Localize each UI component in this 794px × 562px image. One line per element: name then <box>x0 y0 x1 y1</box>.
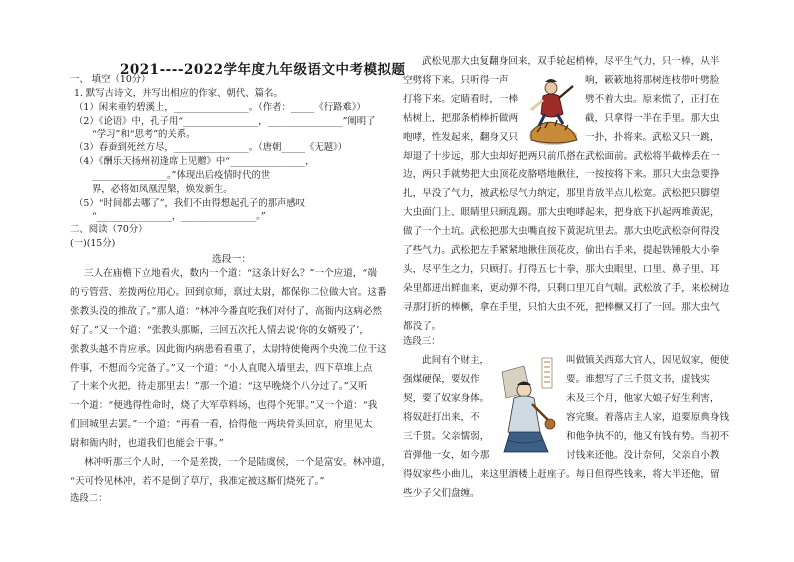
passage2-side-line: 一扑，扑将来。武松又只一跳， <box>585 131 720 143</box>
fill-item-4: （4）《酬乐天扬州初逢席上见赠》中“________________， <box>74 156 315 167</box>
passage3-line: 要。谁想写了三千贯文书，虚钱实 <box>566 373 710 385</box>
fill-item-4-cont: ________________。”体现出后疫情时代的世 <box>92 170 271 181</box>
passage1-line: 张教头越不肯应承。因此衙内病患看看重了，太尉特使俺两个央浼二位干这 <box>70 343 387 355</box>
passage2-line: 武松见那大虫复翻身回来，双手轮起梢棒，尽平生气力，只一棒，从半 <box>422 56 720 67</box>
question1-intro: 1. 默写古诗文，并写出相应的作家、朝代、篇名。 <box>74 88 283 99</box>
passage1-line: 好了。”又一个道：“张教头那厮，三回五次托人情去说‘你的女婿殁了’， <box>70 324 369 336</box>
passage3-line: 叫做镇关西郑大官人，因见奴家，便使 <box>566 355 730 366</box>
passage2-line: 咆哮，性发起来，翻身又只 <box>403 131 519 143</box>
passage2-line: 空劈将下来。只听得一声 <box>403 74 509 86</box>
passage1-line: 们回城里去罢。”一个道：“再看一看，拾得他一两块骨头回京，府里见太 <box>70 419 373 431</box>
passage3-line: 得奴家些小曲儿，来这里酒楼上赶座子。每日但得些钱来，将大半还他，留 <box>403 469 720 480</box>
passage2-line: 大虫面门上、眼睛里只顾乱踢。那大虫咆哮起来，把身底下扒起两堆黄泥， <box>403 207 720 219</box>
passage2-line: 做了一个土坑。武松把那大虫嘴直按下黄泥坑里去。那大虫吃武松奈何得没 <box>403 226 720 238</box>
passage3-bottom <box>403 466 720 504</box>
passage1-line: 三人在庙檐下立地看火，数内一个道：“这条计好么？”一个应道，“端 <box>84 268 377 279</box>
passage3-line: 容完聚。着落店主人家，追要原典身钱 <box>566 411 730 423</box>
passage1-line: 件事，不想而今完备了。”又一个道：“小人直爬入墙里去，四下草堆上点 <box>70 362 373 374</box>
passage2-line: 寻那打折的棒橛，拿在手里，只怕大虫不死，把棒橛又打了一回。那大虫气 <box>403 301 720 313</box>
passage3-line: 强煤硬保，要奴作 <box>403 373 480 385</box>
passage3-line: 未及三个月，他家大娘子好生利害， <box>566 392 720 404</box>
passage3-left <box>403 352 489 465</box>
passage2-line: 枯树上，把那条梢棒折做两 <box>403 112 519 124</box>
passage2-side-line: 劈不着大虫。原来慌了，正打在 <box>585 93 720 105</box>
passage2-line: 扎，早没了气力，被武松尽气力纳定，那里肯放半点儿松宽。武松把只脚望 <box>403 188 720 200</box>
passage1-line: “天可怜见林冲，若不是倒了草厅，我准定被这厮们烧死了。” <box>70 475 325 487</box>
wusong-tiger-illustration <box>525 74 581 148</box>
passage2-label: 选段二： <box>70 493 108 504</box>
passage1-line: 林冲听那三个人时，一个是差拨，一个是陆虞侯，一个是富安。林冲道， <box>84 457 391 469</box>
passage2-line: 打将下来。定睛看时，一棒 <box>403 93 519 105</box>
passage2-line: 都没了。 <box>403 320 442 332</box>
passage1-line: 张教头没的推故了。”那人道：“林冲今番直吃我们对付了，高衙内这病必然 <box>70 305 383 317</box>
section2-heading: 二、阅读（70分） <box>70 224 148 235</box>
fill-item-3: （3）春蚕到死丝方尽，________________。（唐朝_____《无题》） <box>74 142 348 153</box>
passage2-line: 朵里都迸出鲜血来，更动弹不得，只剩口里兀自气喘。武松放了手，来松树边 <box>403 282 730 294</box>
passage2-line: 边，两只手就势把大虫顶花皮胳嗒地揪住，一按按将下来。那只大虫急要挣 <box>403 169 720 181</box>
passage3-line: 和他争执不的，他又有钱有势。当初不 <box>566 430 730 442</box>
passage3-line: 此间有个财主， <box>422 355 490 366</box>
passage3-right <box>566 352 729 465</box>
fill-item-2-cont: “学习”和“思考”的关系。 <box>92 129 196 140</box>
singer-illustration <box>494 352 562 460</box>
passage3-line: 首弹他一女，如今那 <box>403 449 490 461</box>
passage1-line: 了十来个火把，待走那里去！”那一个道：“这早晚烧个八分过了。”又听 <box>70 381 368 393</box>
passage3-line: 契，要了奴家身体。 <box>403 392 490 404</box>
passage1-line: 尉和衙内时，也道我们也能会干事。” <box>70 438 224 450</box>
passage1-line: 的亏管营、差拨两位用心。回到京师，禀过太尉，都保你二位做大官。这番 <box>70 286 387 298</box>
fill-item-2: （2）《论语》中，孔子用“________________，________________”阐明了 <box>74 116 376 127</box>
section1-heading: 一、 填空（10分） <box>70 74 151 85</box>
passage2-line: 却退了十步远，那大虫却好把两只前爪搭在武松面前。武松将半截棒丢在一 <box>403 150 720 162</box>
page-title: 2021----2022学年度九年级语文中考模拟题 <box>120 62 406 78</box>
subsection-heading: (一)(15分) <box>70 238 116 249</box>
passage1-body <box>70 265 391 492</box>
fill-item-4-cont2: 界，必将如凤凰涅槃，焕发新生。 <box>92 184 233 195</box>
passage3-label: 选段三： <box>403 336 441 347</box>
fill-item-5-cont: “________________，________________。” <box>92 211 266 222</box>
fill-item-1: （1）闲来垂钓碧溪上，________________。（作者：_____《行路难》） <box>74 102 366 113</box>
passage2-side-text <box>585 72 719 148</box>
passage1-label: 选段一： <box>212 254 252 265</box>
passage2-side-line: 截，只拿得一半在手里。那大虫 <box>585 112 720 124</box>
passage1-line: 一个道：“便逃得性命时，烧了大军草料场，也得个死罪。”又一个道：“我 <box>70 400 378 412</box>
passage3-line: 讨钱来还他。没计奈何，父亲自小教 <box>566 449 720 461</box>
passage2-side-line: 响，簌簌地将那树连枝带叶劈脸 <box>585 75 720 86</box>
passage3-line: 三千贯。父亲懦弱， <box>403 430 490 442</box>
passage3-line: 些少子父们盘缠。 <box>403 487 480 499</box>
passage2-line: 头，尽平生之力，只顾打。打得五七十拳，那大虫眼里、口里、鼻子里、耳 <box>403 263 720 275</box>
fill-item-5: （5）“时间都去哪了”，我们不由得想起孔子的那声感叹 <box>74 198 306 209</box>
passage2-line: 了些气力。武松把左手紧紧地揪住顶花皮，偷出右手来，提起铁锤般大小拳 <box>403 245 720 257</box>
passage3-line: 将奴赶打出来，不 <box>403 411 480 423</box>
